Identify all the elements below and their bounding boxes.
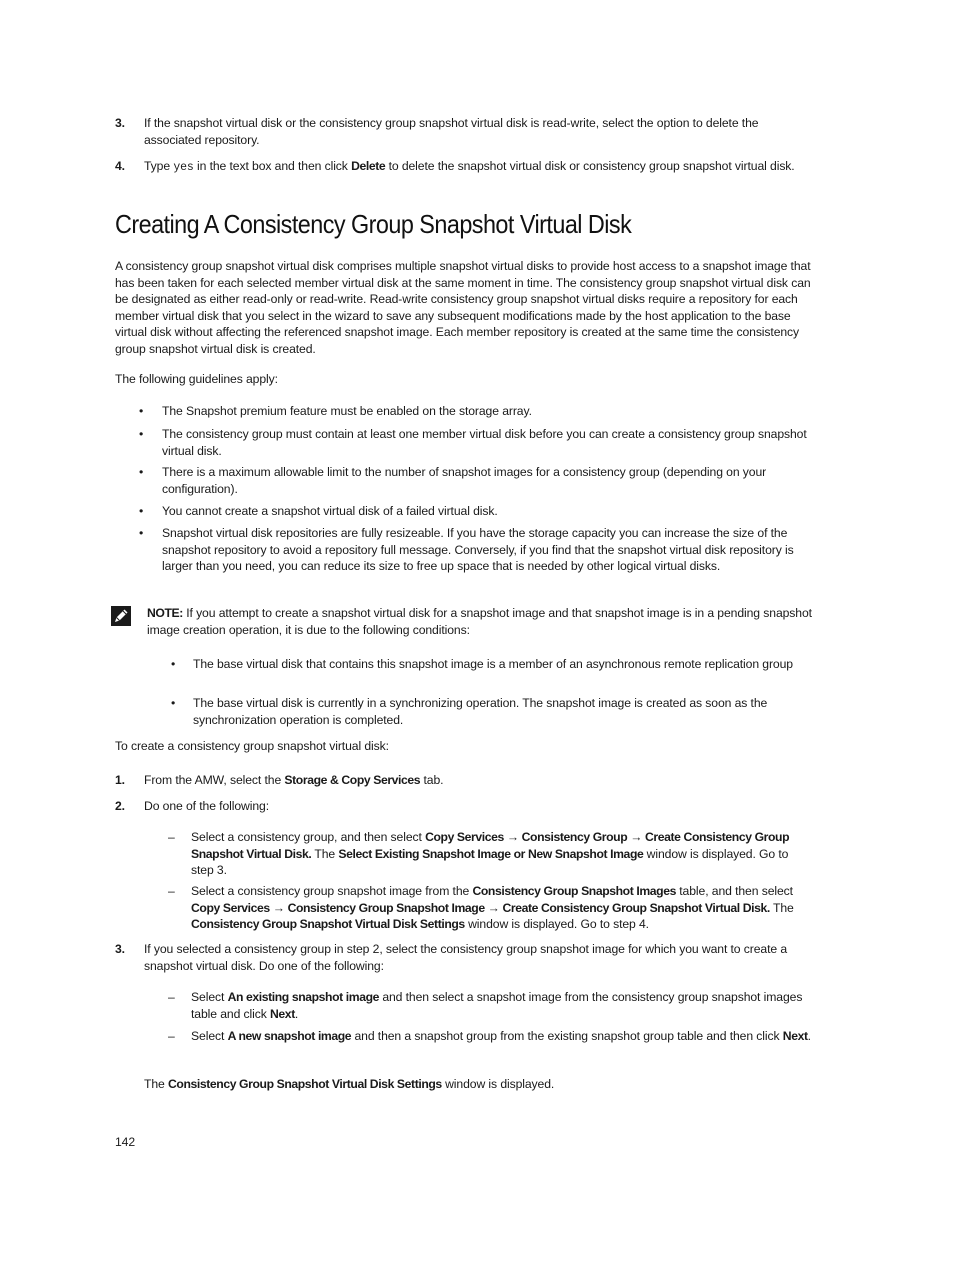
closing-text: The Consistency Group Snapshot Virtual Disk Settings window is displayed. [144,1077,555,1091]
ui-term: Consistency Group Snapshot Images [472,884,676,898]
ui-term: Consistency Group Snapshot Virtual Disk Settings [168,1077,442,1091]
dash-marker: – [168,1029,175,1043]
step-text: If you selected a consistency group in step 2, select the consistency group snapshot image for which you want to create a snapshot virtual disk. Do one of the following: [144,942,788,973]
menu-path: Copy Services → Consistency Group Snapshot Image → Create Consistency Group Snapshot Virtual Disk. [191,900,770,915]
list-item: You cannot create a snapshot virtual disk of a failed virtual disk. [162,504,498,518]
procedure-intro: To create a consistency group snapshot virtual disk: [115,739,389,753]
bullet-marker: • [171,657,176,671]
note-text: NOTE: If you attempt to create a snapshot virtual disk for a snapshot image and that snapshot image is in a pending snapshot image creation operation, it is due to the following conditions: [147,606,812,637]
dash-marker: – [168,990,175,1004]
step-text: Type yes in the text box and then click Delete to delete the snapshot virtual disk or consistency group snapshot virtual disk. [144,159,795,174]
sub-step: Select An existing snapshot image and then select a snapshot image from the consistency group snapshot images table and click Next. [191,990,803,1021]
list-item: Snapshot virtual disk repositories are fully resizeable. If you have the storage capacity you can increase the size of the snapshot repository to avoid a repository full message. Conversely, if you find that the snapshot virtual disk repository is larger than you need, you can reduce its size to free up space that is needed by other logical virtual disks. [162,526,794,573]
ui-term: An existing snapshot image [227,990,380,1004]
sub-step: Select A new snapshot image and then a snapshot group from the existing snapshot group table and then click Next. [191,1029,811,1043]
step-number: 1. [115,773,125,787]
note-label: NOTE: [147,606,183,620]
ui-term: A new snapshot image [227,1029,352,1043]
bullet-marker: • [139,504,144,518]
sub-step: Select a consistency group snapshot image from the Consistency Group Snapshot Images table, and then select Copy Services → Consistency Group Snapshot Image → Create Consistency Group Snapshot Virtual Disk. The Consistency Group Snapshot Virtual Disk Settings window is displayed. Go to step 4. [191,884,794,931]
code-text: yes [173,161,194,174]
guidelines-intro: The following guidelines apply: [115,372,278,386]
bullet-marker: • [139,526,144,540]
ui-term: Delete [351,159,386,173]
bullet-marker: • [171,696,176,710]
ui-term: Storage & Copy Services [284,773,421,787]
section-heading: Creating A Consistency Group Snapshot Virtual Disk [115,209,632,239]
page-number: 142 [115,1135,136,1149]
step-number: 3. [115,942,125,956]
step-number: 4. [115,159,125,173]
list-item: The base virtual disk is currently in a synchronizing operation. The snapshot image is created as soon as the synchronization operation is completed. [193,696,768,727]
list-item: The base virtual disk that contains this snapshot image is a member of an asynchronous remote replication group [193,657,793,671]
intro-paragraph: A consistency group snapshot virtual disk comprises multiple snapshot virtual disks to provide host access to a snapshot image that has been taken for each selected member virtual disk at the same moment in time. The consistency group snapshot virtual disk can be designated as either read-only or read-write. Read-write consistency group snapshot virtual disks require a repository for each member virtual disk that you select in the wizard to save any subsequent modifications made by the host application to the base virtual disk without affecting the referenced snapshot image. Each member repository is created at the same time the consistency group snapshot virtual disk is created. [115,259,811,356]
ui-term: Consistency Group Snapshot Virtual Disk Settings [191,917,465,931]
list-item: The Snapshot premium feature must be enabled on the storage array. [162,404,532,418]
step-number: 2. [115,799,125,813]
step-number: 3. [115,116,125,130]
step-text: From the AMW, select the Storage & Copy Services tab. [144,773,444,787]
ui-term: Select Existing Snapshot Image or New Snapshot Image [338,846,644,861]
ui-term: Next [782,1029,808,1043]
bullet-marker: • [139,404,144,418]
ui-term: Next [270,1006,295,1021]
list-item: There is a maximum allowable limit to the number of snapshot images for a consistency group (depending on your configuration). [162,465,767,496]
bullet-marker: • [139,465,144,479]
dash-marker: – [168,830,175,844]
step-text: Do one of the following: [144,799,269,813]
bullet-marker: • [139,427,144,441]
list-item: The consistency group must contain at least one member virtual disk before you can create a consistency group snapshot virtual disk. [162,427,807,458]
sub-step: Select a consistency group, and then select Copy Services → Consistency Group → Create Consistency Group Snapshot Virtual Disk. The Select Existing Snapshot Image or New Snapshot Image window is displayed. Go to step 3. [191,830,790,877]
menu-path: Copy Services → Consistency Group → Create Consistency Group Snapshot Virtual Disk. [191,830,790,861]
dash-marker: – [168,884,175,898]
step-text: If the snapshot virtual disk or the consistency group snapshot virtual disk is read-write, select the option to delete the associated repository. [144,116,759,147]
note-pencil-icon [110,605,132,627]
